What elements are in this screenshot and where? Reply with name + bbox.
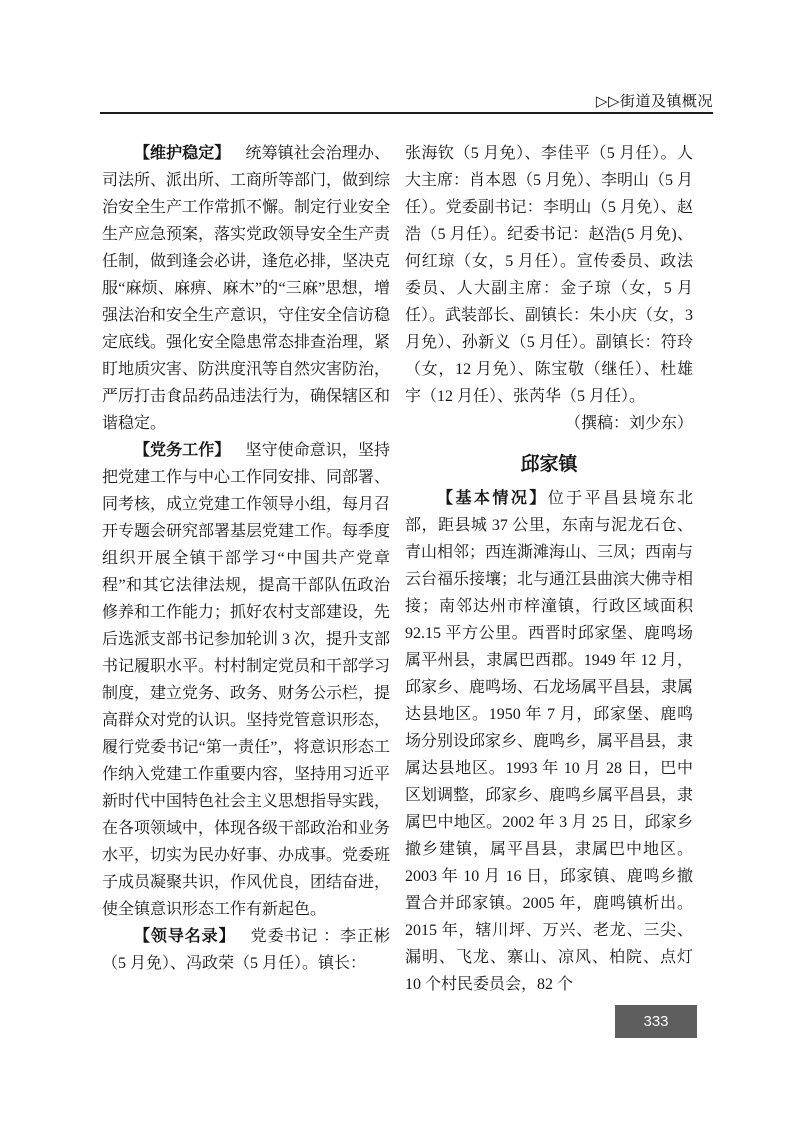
paragraph-basic-info [405,485,693,998]
paragraph-text: 党委书记 ：李正彬（5 月免）、冯政荣（5 月任）。镇长： [102,928,390,972]
running-header-text: ▷▷街道及镇概况 [595,93,713,110]
page-body [102,140,694,998]
paragraph-leader-roster [102,923,390,977]
running-header [596,90,713,111]
page-number-badge: 333 [615,1005,697,1038]
paragraph-text: 位于平昌县境东北部，距县城 37 公里，东南与泥龙石仓、青山相邻；西连澌滩海山、三凤；西南与云台福乐接壤；北与通江县曲滨大佛寺相接；南邻达州市梓潼镇，行政区域面积 92.15 平方公里。西晋时邱家堡、鹿鸣场属平州县，隶属巴西郡。1949 年 12 月，邱家乡、鹿鸣场、石龙场属平昌县，隶属达县地区。1950 年 7 月，邱家堡、鹿鸣场分别设邱家乡、鹿鸣乡，属平昌县，隶属达县地区。1993 年 10 月 28 日，巴中区划调整，邱家乡、鹿鸣乡属平昌县，隶属巴中地区。2002 年 3 月 25 日，邱家乡撤乡建镇，属平昌县，隶属巴中地区。2003 年 10 月 16 日，邱家镇、鹿鸣乡撤置合并邱家镇。2005 年，鹿鸣镇析出。2015 年，辖川坪、万兴、老龙、三尖、漏明、飞龙、寨山、凉风、柏院、点灯 10 个村民委员会，82 个 [405,490,694,993]
left-column [102,140,390,998]
paragraph-stability [102,140,390,437]
paragraph-label: 【基本情况】 [437,490,548,507]
section-title: 邱家镇 [520,454,578,475]
right-column [405,140,693,998]
paragraph-label: 【领导名录】 [134,928,236,945]
header-rule [100,112,713,114]
paragraph-label: 【维护稳定】 [134,145,231,162]
paragraph-party-work [102,437,390,923]
paragraph-label: 【党务工作】 [134,442,231,459]
attribution-line: （撰稿：刘少东） [564,415,693,432]
paragraph-text: 统筹镇社会治理办、司法所、派出所、工商所等部门，做到综治安全生产工作常抓不懈。制定行业安全生产应急预案，落实党政领导安全生产责任制，做到逢会必讲，逢危必排，坚决克服“麻烦、麻痹、麻木”的“三麻”思想，增强法治和安全生产意识，守住安全信访稳定底线。强化安全隐患常态排查治理，紧盯地质灾害、防洪度汛等自然灾害防治，严厉打击食品药品违法行为，确保辖区和谐稳定。 [102,145,391,432]
paragraph-leader-roster-continued: 张海钦（5 月免）、李佳平（5 月任）。人大主席：肖本恩（5 月免）、李明山（5 月任）。党委副书记：李明山（5 月免）、赵浩（5 月任）。纪委书记：赵浩(5 月免)、何红琼（女，5 月任）。宣传委员、政法委员、人大副主席：金子琼（女，5 月任）。武装部长、副镇长：朱小庆（女，3 月免）、孙新义（5 月任）。副镇长：符玲（女，12 月免）、陈宝敬（继任）、杜雄宇（12 月任）、张芮华（5 月任）。 [405,145,694,405]
paragraph-text: 坚守使命意识，坚持把党建工作与中心工作同安排、同部署、同考核，成立党建工作领导小组，每月召开专题会研究部署基层党建工作。每季度组织开展全镇干部学习“中国共产党章程”和其它法律法规，提高干部队伍政治修养和工作能力；抓好农村支部建设，先后选派支部书记参加轮训 3 次，提升支部书记履职水平。村村制定党员和干部学习制度，建立党务、政务、财务公示栏，提高群众对党的认识。坚持党管意识形态，履行党委书记“第一责任”，将意识形态工作纳入党建工作重要内容，坚持用习近平新时代中国特色社会主义思想指导实践，在各项领域中，体现各级干部政治和业务水平，切实为民办好事、办成事。党委班子成员凝聚共识，作风优良，团结奋进，使全镇意识形态工作有新起色。 [102,442,391,918]
